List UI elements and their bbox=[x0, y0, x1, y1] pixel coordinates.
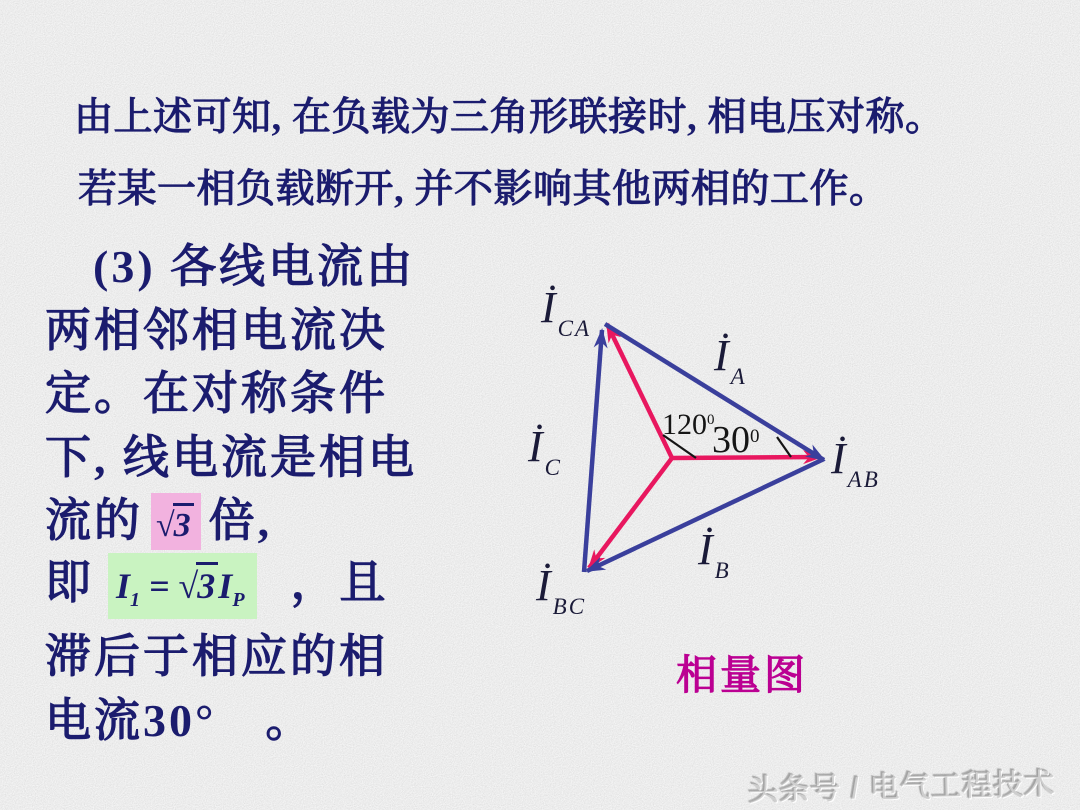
label-i-ab bbox=[831, 433, 880, 493]
body-line-6 bbox=[45, 546, 389, 619]
body-line-6-post: ，且 bbox=[290, 557, 389, 608]
angle-30-sup: 0 bbox=[750, 426, 760, 447]
formula-Ip: I bbox=[218, 566, 233, 606]
formula-sub-P: P bbox=[232, 589, 245, 612]
body-line-4: 下, 线电流是相电 bbox=[45, 432, 417, 483]
radical-sign: √ bbox=[156, 507, 175, 544]
intro-line-1: 由上述可知, 在负载为三角形联接时, 相电压对称。 bbox=[74, 96, 945, 139]
formula-equals: = bbox=[140, 566, 179, 606]
label-i-a bbox=[714, 330, 747, 390]
sqrt3-highlight bbox=[151, 493, 201, 550]
phasor-Ic-vector bbox=[584, 330, 602, 572]
label-i-bc-sub: BC bbox=[552, 594, 587, 619]
body-line-7: 滞后于相应的相 bbox=[45, 631, 388, 682]
body-line-5 bbox=[45, 484, 272, 550]
radical-value: 3 bbox=[173, 503, 194, 544]
body-line-2: 两相邻相电流决 bbox=[45, 305, 388, 356]
label-i-ab-sub: AB bbox=[847, 467, 880, 492]
angle-120-value: 120 bbox=[662, 408, 707, 441]
formula-radical-sign: √ bbox=[178, 566, 199, 606]
label-i-bc bbox=[536, 560, 586, 620]
item-number: (3) bbox=[93, 241, 156, 292]
label-i-c bbox=[528, 421, 562, 481]
body-line-1-text: 各线电流由 bbox=[155, 241, 416, 292]
intro-line-2: 若某一相负载断开, 并不影响其他两相的工作。 bbox=[78, 168, 889, 211]
angle-120-sup: 0 bbox=[707, 412, 715, 428]
label-i-bc-main: İ bbox=[536, 561, 551, 610]
angle-120-label bbox=[662, 408, 715, 442]
formula-sub-1: 1 bbox=[130, 589, 141, 612]
label-i-b-sub: B bbox=[714, 558, 731, 583]
body-line-8: 电流30° 。 bbox=[45, 695, 315, 746]
label-i-b bbox=[698, 524, 731, 584]
body-line-5-pre: 流的 bbox=[45, 495, 143, 546]
angle-30-label bbox=[712, 418, 760, 462]
label-i-ab-main: İ bbox=[831, 434, 846, 483]
body-line-6-pre: 即 bbox=[45, 557, 94, 608]
label-i-b-main: İ bbox=[698, 525, 713, 574]
watermark: 头条号 / 电气工程技术 bbox=[747, 767, 1056, 808]
formula-radical-value: 3 bbox=[196, 562, 218, 606]
formula-I1: I bbox=[116, 566, 131, 606]
label-i-ca-main: İ bbox=[541, 283, 556, 332]
label-i-a-main: İ bbox=[714, 331, 729, 380]
body-line-5-post: 倍, bbox=[208, 495, 273, 546]
formula-highlight bbox=[108, 553, 257, 619]
label-i-a-sub: A bbox=[730, 364, 747, 389]
label-i-ca bbox=[541, 282, 591, 342]
body-line-1 bbox=[93, 230, 415, 296]
body-line-3: 定。在对称条件 bbox=[45, 368, 388, 419]
label-i-ca-sub: CA bbox=[557, 316, 592, 341]
label-i-c-sub: C bbox=[544, 455, 562, 480]
diagram-caption: 相量图 bbox=[676, 652, 808, 698]
label-i-c-main: İ bbox=[528, 422, 543, 471]
angle-30-value: 30 bbox=[712, 419, 750, 461]
